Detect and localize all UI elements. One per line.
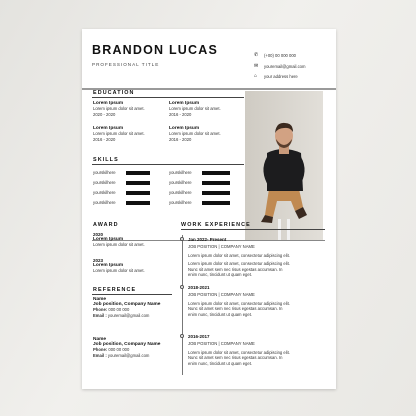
skill-label: yourskilhere [169, 180, 192, 185]
mail-icon: ✉ [254, 63, 259, 69]
reference-divider [92, 294, 172, 295]
work-item: 2016-2017 JOB POSITION | COMPANY NAME Lorem ipsum dolor sit amet, consectetur adipiscing elit. Nunc sit amet sem nec risus egestas accumsan. In enim nunc, tincidunt ut quam eget. [188, 334, 290, 366]
education-item: Lorem Ipsum Lorem ipsum dolor sit amet. 2016 - 2020 [93, 126, 145, 142]
skill-level-bar [126, 201, 150, 205]
contact-address: ⌂ your address here [254, 73, 298, 79]
skill-label: yourskilhere [169, 200, 192, 205]
timeline-dot [180, 285, 184, 289]
work-divider [181, 229, 325, 230]
award-heading: AWARD [93, 222, 119, 228]
skill-level-bar [126, 171, 150, 175]
education-item: Lorem Ipsum Lorem ipsum dolor sit amet. 2020 - 2020 [93, 101, 145, 117]
skill-level-bar [202, 171, 230, 175]
reference-heading: REFERENCE [93, 287, 137, 293]
skill-level-bar [202, 191, 230, 195]
person-illustration [245, 91, 323, 241]
timeline-line [182, 235, 183, 375]
phone-icon: ✆ [254, 52, 259, 58]
work-item: Jan 2022- Present JOB POSITION | COMPANY NAME Lorem ipsum dolor sit amet, consectetur adipiscing elit. Lorem ipsum dolor sit amet, consectetur adipiscing elit. Nunc sit amet sem nec risus egestas accumsan. In enim nunc, tincidunt ut quam eget. [188, 237, 290, 278]
resume-sheet [82, 29, 336, 389]
profile-photo [245, 91, 323, 241]
skill-label: yourskilhere [93, 170, 116, 175]
skill-level-bar [202, 181, 230, 185]
education-divider [92, 97, 244, 98]
contact-email: ✉ youremail@gmail.com [254, 63, 306, 69]
timeline-dot [180, 334, 184, 338]
home-icon: ⌂ [254, 73, 258, 79]
skills-divider [92, 164, 244, 165]
education-heading: EDUCATION [93, 90, 135, 96]
skill-label: yourskilhere [169, 190, 192, 195]
contact-phone: ✆ (+00) 00 000 000 [254, 52, 297, 58]
skill-label: yourskilhere [93, 180, 116, 185]
skills-heading: SKILLS [93, 157, 119, 163]
skill-label: yourskilhere [169, 170, 192, 175]
reference-item: Name Job position, Company Name Phone: 000 00 000 Email : youremail@gmail.com [93, 297, 161, 318]
skill-level-bar [126, 191, 150, 195]
skill-label: yourskilhere [93, 190, 116, 195]
reference-item: Name Job position, Company Name Phone: 000 00 000 Email : youremail@gmail.com [93, 337, 161, 358]
skill-label: yourskilhere [93, 200, 116, 205]
education-item: Lorem Ipsum Lorem ipsum dolor sit amet. 2016 - 2020 [169, 101, 221, 117]
award-item: 2020 Lorem Ipsum Lorem ipsum dolor sit amet. [93, 232, 145, 247]
award-item: 2023 Lorem Ipsum Lorem ipsum dolor sit amet. [93, 258, 145, 273]
work-heading: WORK EXPERIENCE [181, 222, 251, 228]
skill-level-bar [202, 201, 230, 205]
work-item: 2018-2021 JOB POSITION | COMPANY NAME Lorem ipsum dolor sit amet, consectetur adipiscing elit. Nunc sit amet sem nec risus egestas accumsan. In enim nunc, tincidunt ut quam eget. [188, 285, 290, 317]
education-item: Lorem Ipsum Lorem ipsum dolor sit amet. 2016 - 2020 [169, 126, 221, 142]
professional-title: PROFESSIONAL TITLE [92, 62, 160, 67]
skill-level-bar [126, 181, 150, 185]
timeline-dot [180, 237, 184, 241]
candidate-name: BRANDON LUCAS [92, 43, 219, 57]
